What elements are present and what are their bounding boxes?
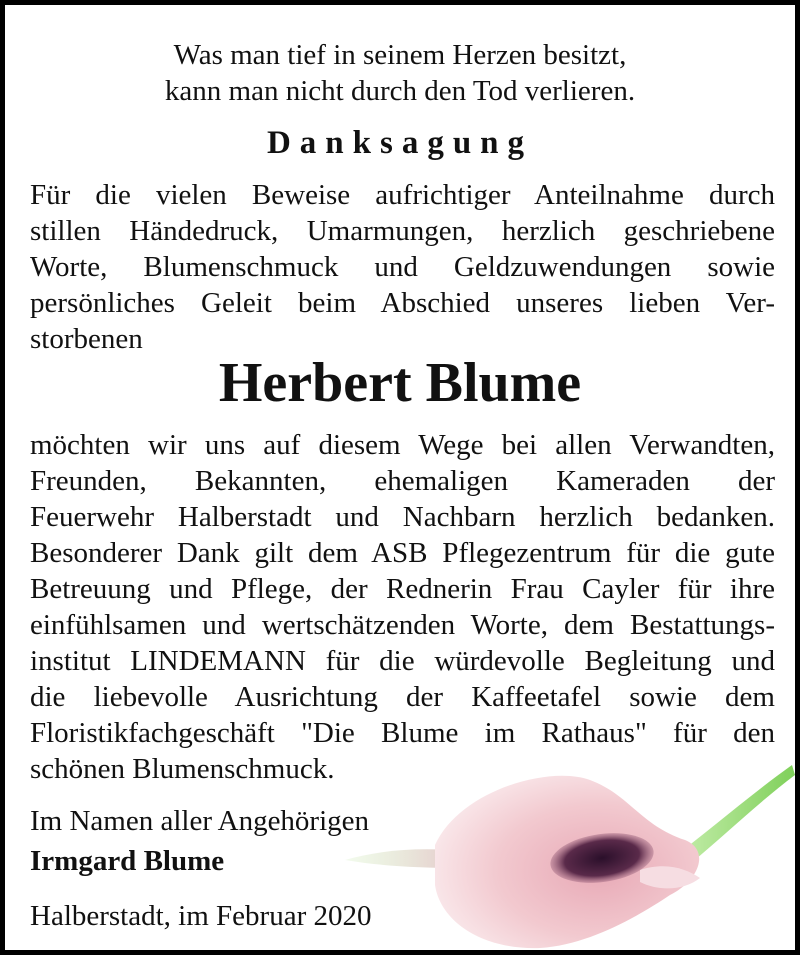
intro-line-3: Worte, Blumenschmuck und Geldzuwendungen sowie [30, 251, 775, 283]
intro-line-2: stillen Händedruck, Umarmungen, herzlich geschriebene [30, 215, 775, 247]
body-line-5: Betreuung und Pflege, der Rednerin Frau Cayler für ihre [30, 573, 775, 605]
on-behalf-text: Im Namen aller Angehörigen [30, 805, 370, 837]
body-line-8: die liebevolle Ausrichtung der Kaffeetafel sowie dem [30, 681, 775, 713]
intro-line-4: persönliches Geleit beim Abschied unseres lieben Ver- [30, 287, 775, 319]
body-line-7: institut LINDEMANN für die würdevolle Begleitung und [30, 645, 775, 677]
place-date: Halberstadt, im Februar 2020 [30, 900, 372, 932]
motto-line-1: Was man tief in seinem Herzen besitzt, [173, 39, 627, 71]
intro-line-1: Für die vielen Beweise aufrichtiger Anteilnahme durch [30, 179, 775, 211]
body-line-9: Floristikfachgeschäft "Die Blume im Rathaus" für den [30, 717, 775, 749]
signer-name: Irmgard Blume [30, 845, 225, 877]
motto-line-2: kann man nicht durch den Tod verlieren. [164, 75, 636, 107]
calla-lily-image [340, 750, 795, 950]
body-line-3: Feuerwehr Halberstadt und Nachbarn herzlich bedanken. [30, 501, 775, 533]
heading-danksagung: Danksagung [266, 125, 534, 161]
intro-line-5: storbenen [30, 323, 143, 355]
body-line-10: schönen Blumenschmuck. [30, 753, 335, 785]
deceased-name: Herbert Blume [218, 352, 582, 414]
body-line-1: möchten wir uns auf diesem Wege bei allen Verwandten, [30, 429, 775, 461]
obituary-notice [5, 5, 795, 950]
body-line-6: einfühlsamen und wertschätzenden Worte, dem Bestattungs- [30, 609, 775, 641]
body-line-2: Freunden, Bekannten, ehemaligen Kameraden der [30, 465, 775, 497]
body-line-4: Besonderer Dank gilt dem ASB Pflegezentrum für die gute [30, 537, 775, 569]
